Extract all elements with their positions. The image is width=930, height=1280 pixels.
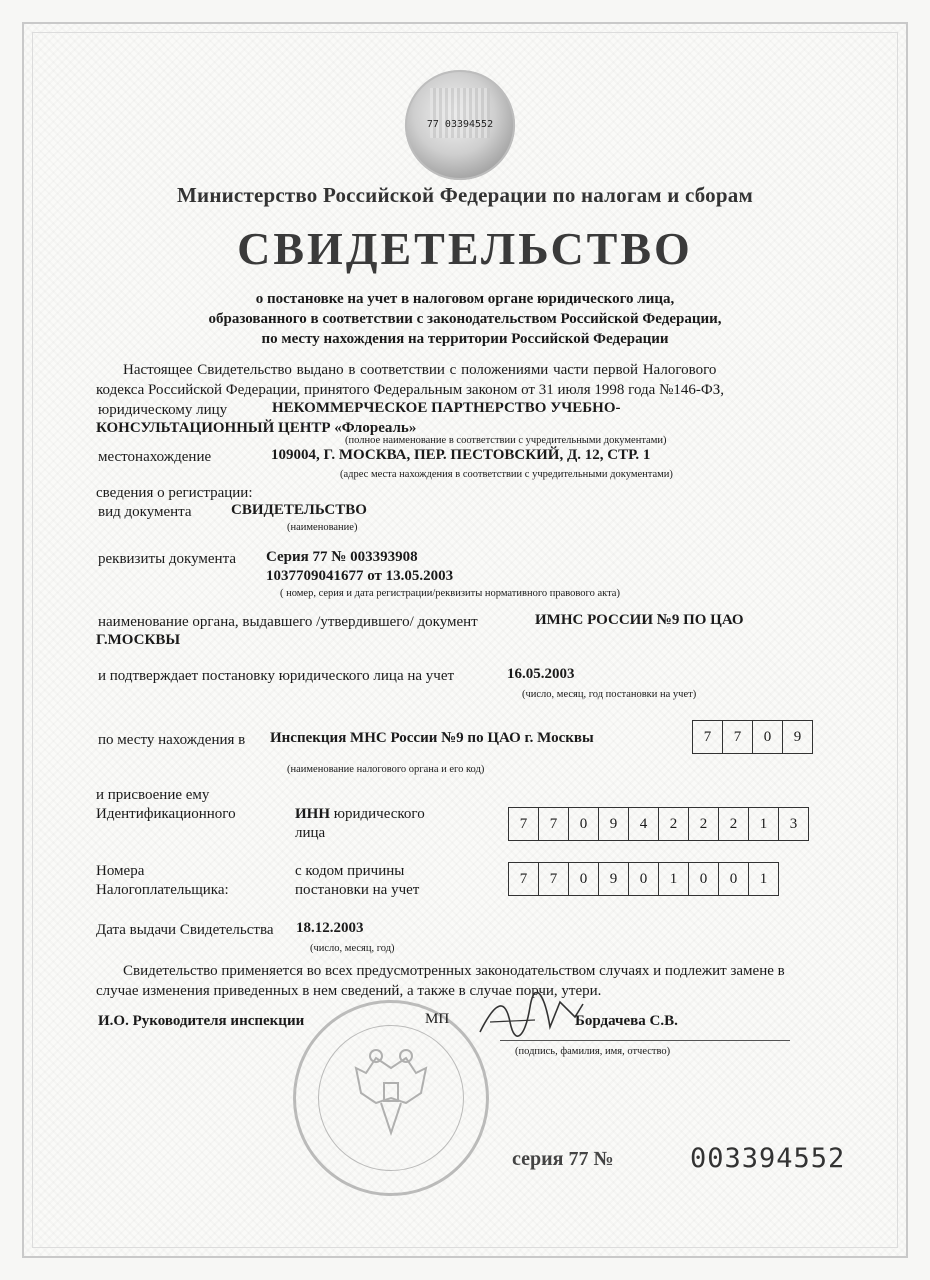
kpp-label-line-2: постановки на учет xyxy=(295,882,420,898)
address-note: (адрес места нахождения в соответствии с учредительными документами) xyxy=(340,469,673,480)
official-seal xyxy=(293,1000,489,1196)
hologram-code: 77 03394552 xyxy=(426,119,494,130)
issue-date: 18.12.2003 xyxy=(296,920,364,936)
inn-digit: 9 xyxy=(599,808,629,840)
doc-type-value: СВИДЕТЕЛЬСТВО xyxy=(231,502,367,518)
subtitle-line-1: о постановке на учет в налоговом органе юридического лица, xyxy=(255,291,675,307)
inn-digit: 4 xyxy=(629,808,659,840)
doc-details-line-2: 1037709041677 от 13.05.2003 xyxy=(266,568,454,584)
usage-line-1: Свидетельство применяется во всех предусмотренных законодательством случаях и подлежит замене в xyxy=(123,963,785,979)
ministry-name: Министерство Российской Федерации по налогам и сборам xyxy=(177,183,753,207)
kpp-digit: 0 xyxy=(689,863,719,895)
doc-details-label: реквизиты документа xyxy=(98,551,236,567)
doc-type-note: (наименование) xyxy=(287,522,358,533)
inspection-note: (наименование налогового органа и его код) xyxy=(287,764,485,775)
confirmation-label: и подтверждает постановку юридического лица на учет xyxy=(98,668,455,684)
document-title: СВИДЕТЕЛЬСТВО xyxy=(237,223,693,274)
intro-line-1: Настоящее Свидетельство выдано в соответствии с положениями части первой Налогового xyxy=(123,362,717,378)
registration-date: 16.05.2003 xyxy=(507,666,575,682)
inn-abbr: ИНН xyxy=(295,806,331,822)
doc-details-note: ( номер, серия и дата регистрации/реквизиты нормативного правового акта) xyxy=(280,588,620,599)
registration-heading: сведения о регистрации: xyxy=(96,485,253,501)
inspection-code-boxes xyxy=(692,720,813,754)
double-headed-eagle-icon xyxy=(346,1038,436,1148)
subtitle-line-2: образованного в соответствии с законодательством Российской Федерации, xyxy=(208,311,722,327)
kpp-boxes xyxy=(508,862,779,896)
hologram-seal xyxy=(405,70,515,180)
inn-digit: 7 xyxy=(509,808,539,840)
doc-type-label: вид документа xyxy=(98,504,192,520)
inn-digit: 7 xyxy=(539,808,569,840)
kpp-label-line-1: с кодом причины xyxy=(295,863,405,879)
inn-label xyxy=(295,806,425,823)
inspection-place-label: по месту нахождения в xyxy=(98,732,246,748)
usage-line-2: случае изменения приведенных в нем сведений, а также в случае порчи, утери. xyxy=(96,983,602,999)
entity-label: юридическому лицу xyxy=(98,402,228,418)
taxpayer-label: Налогоплательщика: xyxy=(96,882,229,898)
seal-mark-mp: МП xyxy=(425,1011,450,1027)
kpp-digit: 0 xyxy=(629,863,659,895)
entity-name-line-1: НЕКОММЕРЧЕСКОЕ ПАРТНЕРСТВО УЧЕБНО- xyxy=(272,400,621,416)
hologram-pattern xyxy=(430,88,490,138)
inn-digit: 0 xyxy=(569,808,599,840)
assign-label: и присвоение ему xyxy=(96,787,210,803)
inn-digit: 1 xyxy=(749,808,779,840)
kpp-digit: 7 xyxy=(539,863,569,895)
subtitle-line-3: по месту нахождения на территории Российской Федерации xyxy=(261,331,669,347)
kpp-digit: 0 xyxy=(719,863,749,895)
inn-label-rest: юридического xyxy=(333,806,425,822)
inn-digit: 2 xyxy=(659,808,689,840)
serial-label: серия 77 № xyxy=(512,1148,614,1170)
signature-line xyxy=(500,1040,790,1041)
entity-name-note: (полное наименование в соответствии с учредительными документами) xyxy=(345,435,667,446)
entity-name-line-2: КОНСУЛЬТАЦИОННЫЙ ЦЕНТР «Флореаль» xyxy=(96,420,417,436)
location-label: местонахождение xyxy=(98,449,212,465)
registration-date-note: (число, месяц, год постановки на учет) xyxy=(522,689,697,700)
doc-details-line-1: Серия 77 № 003393908 xyxy=(266,549,418,565)
signatory-position: И.О. Руководителя инспекции xyxy=(98,1013,305,1029)
authority-line-1: ИМНС РОССИИ №9 ПО ЦАО xyxy=(535,612,744,628)
authority-label: наименование органа, выдавшего /утвердившего/ документ xyxy=(98,614,478,630)
signature-note: (подпись, фамилия, имя, отчество) xyxy=(515,1046,671,1057)
inn-digit: 2 xyxy=(689,808,719,840)
intro-line-2: кодекса Российской Федерации, принятого Федеральным законом от 31 июля 1998 года №146-ФЗ, xyxy=(96,382,724,398)
identification-label: Идентификационного xyxy=(96,806,236,822)
signatory-name: Бордачева С.В. xyxy=(575,1013,678,1029)
kpp-digit: 1 xyxy=(659,863,689,895)
handwritten-signature xyxy=(475,992,585,1040)
code-digit: 9 xyxy=(793,729,802,745)
kpp-digit: 9 xyxy=(599,863,629,895)
code-digit: 0 xyxy=(753,721,783,753)
kpp-digit: 1 xyxy=(759,871,768,887)
code-digit: 7 xyxy=(723,721,753,753)
issue-date-note: (число, месяц, год) xyxy=(310,943,395,954)
code-digit: 7 xyxy=(693,721,723,753)
kpp-digit: 7 xyxy=(509,863,539,895)
authority-line-2: Г.МОСКВЫ xyxy=(96,632,181,648)
inn-boxes xyxy=(508,807,809,841)
numbers-label: Номера xyxy=(96,863,145,879)
inn-digit: 3 xyxy=(789,816,798,832)
inn-label-line-2: лица xyxy=(295,825,326,841)
entity-address: 109004, Г. МОСКВА, ПЕР. ПЕСТОВСКИЙ, Д. 12, СТР. 1 xyxy=(271,447,651,463)
inspection-name: Инспекция МНС России №9 по ЦАО г. Москвы xyxy=(270,730,594,746)
issue-date-label: Дата выдачи Свидетельства xyxy=(96,922,274,938)
kpp-digit: 0 xyxy=(569,863,599,895)
inn-digit: 2 xyxy=(719,808,749,840)
serial-number: 003394552 xyxy=(690,1143,846,1174)
